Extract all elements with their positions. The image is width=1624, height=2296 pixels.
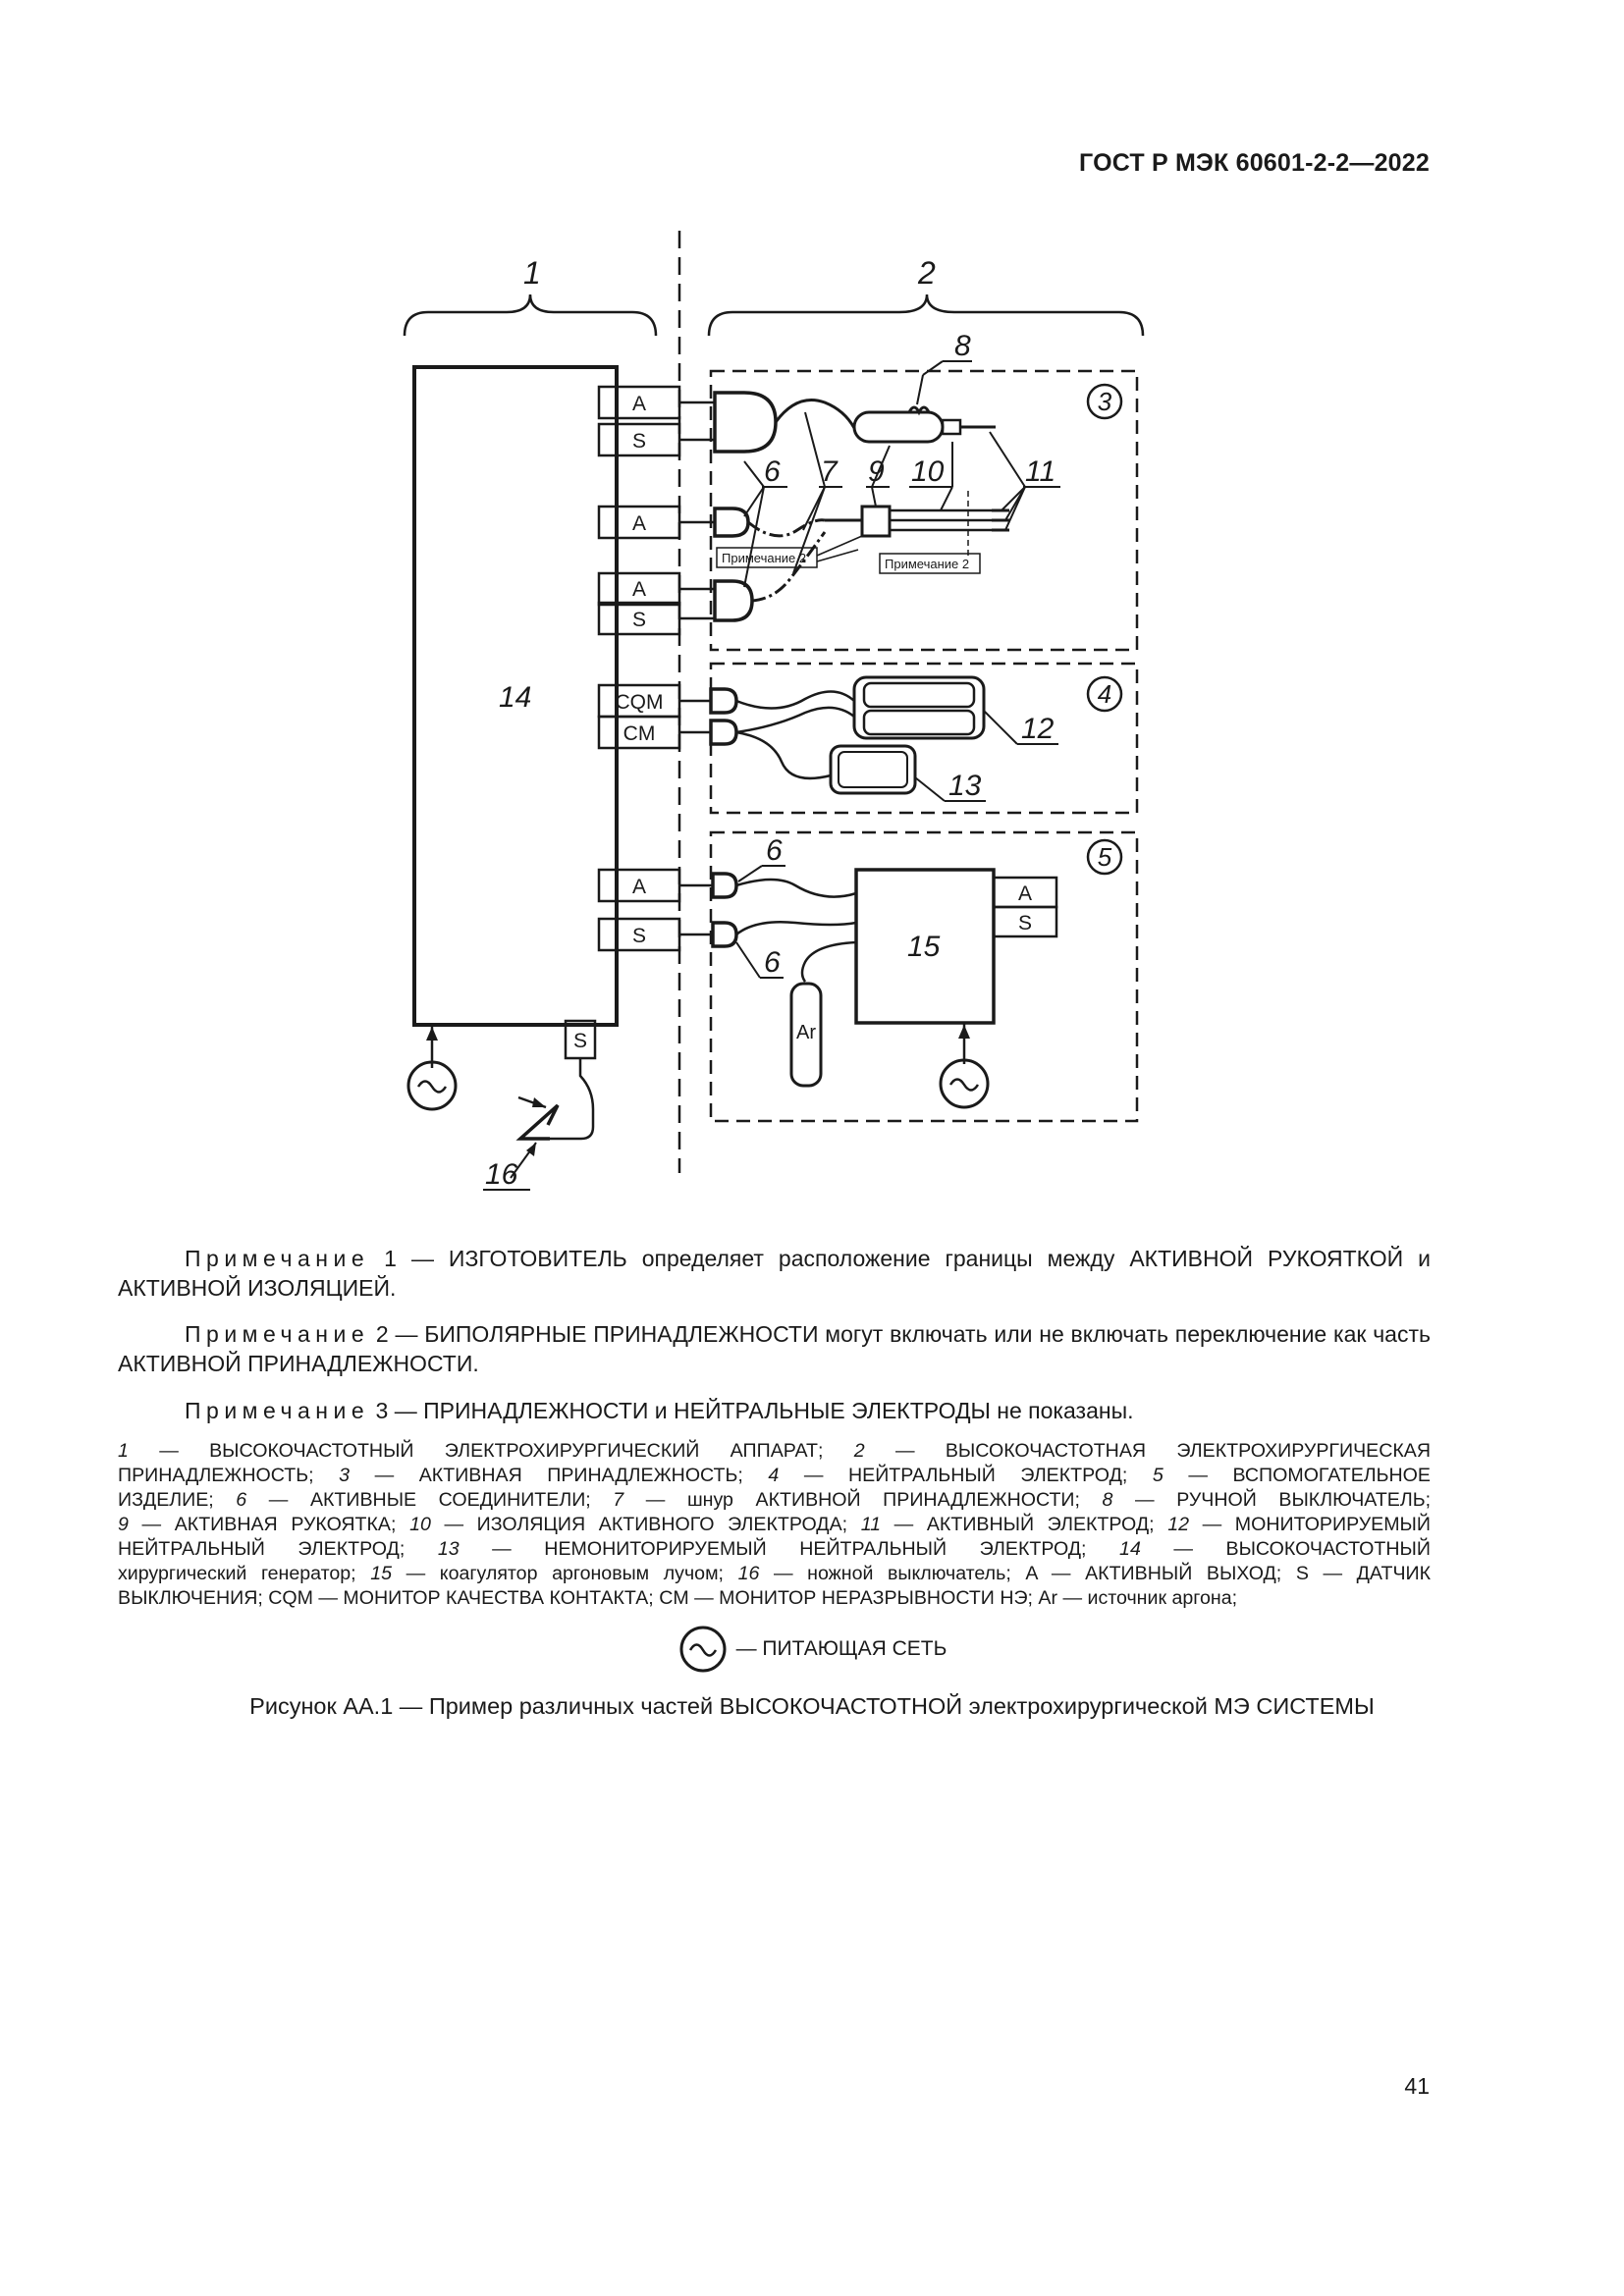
label-14: 14 (499, 681, 532, 714)
coagulator-a: A (1017, 882, 1033, 905)
page-number: 41 (1404, 2073, 1430, 2099)
label-11: 11 (1025, 455, 1056, 488)
mains-icon (677, 1624, 729, 1675)
connector-a-2: A (631, 512, 647, 535)
legend-line: НЕЙТРАЛЬНЫЙ ЭЛЕКТРОД; 13 — НЕМОНИТОРИРУЕМЫЙ НЕЙТРАЛЬНЫЙ ЭЛЕКТРОД; 14 — ВЫСОКОЧАСТОТНЫЙ (118, 1538, 1431, 1560)
label-6a: 6 (764, 455, 781, 488)
plug-monopolar (715, 508, 748, 536)
label-7: 7 (821, 455, 838, 488)
brace-2 (709, 294, 1143, 336)
nonmonitored-neutral-electrode (831, 746, 915, 793)
argon-label: Ar (796, 1022, 816, 1043)
label-16: 16 (485, 1158, 518, 1191)
note-3: Примечание 3 — ПРИНАДЛЕЖНОСТИ и НЕЙТРАЛЬНЫЕ ЭЛЕКТРОДЫ не показаны. (185, 1398, 1134, 1423)
mains-legend (0, 1624, 1624, 1681)
connector-a-1: A (631, 393, 647, 415)
legend-line: 9 — АКТИВНАЯ РУКОЯТКА; 10 — ИЗОЛЯЦИЯ АКТИВНОГО ЭЛЕКТРОДА; 11 — АКТИВНЫЙ ЭЛЕКТРОД; 12 — МОНИТОРИРУЕМЫЙ (118, 1514, 1431, 1535)
connector-s-foot: S (572, 1030, 588, 1052)
note2-box-right: Примечание 2 (885, 557, 970, 571)
connector-cm: CM (623, 722, 656, 745)
label-group-1: 1 (523, 255, 541, 291)
figure-caption: Рисунок АА.1 — Пример различных частей ВЫСОКОЧАСТОТНОЙ электрохирургической МЭ СИСТЕМЫ (249, 1693, 1375, 1719)
note-2: Примечание 2 — БИПОЛЯРНЫЕ ПРИНАДЛЕЖНОСТИ могут включать или не включать переключение как часть АКТИВНОЙ ПРИНАДЛЕЖНОСТИ. (118, 1321, 1431, 1376)
circled-5: 5 (1097, 842, 1112, 872)
legend-line: ПРИНАДЛЕЖНОСТЬ; 3 — АКТИВНАЯ ПРИНАДЛЕЖНОСТЬ; 4 — НЕЙТРАЛЬНЫЙ ЭЛЕКТРОД; 5 — ВСПОМОГАТЕЛЬНОЕ (118, 1465, 1431, 1486)
label-6c: 6 (764, 946, 781, 979)
coagulator-s: S (1017, 912, 1033, 934)
circled-3: 3 (1097, 387, 1112, 416)
plug-bipolar (715, 581, 752, 620)
legend-line: ИЗДЕЛИЕ; 6 — АКТИВНЫЕ СОЕДИНИТЕЛИ; 7 — шнур АКТИВНОЙ ПРИНАДЛЕЖНОСТИ; 8 — РУЧНОЙ ВЫКЛЮЧАТЕЛЬ; (118, 1489, 1432, 1511)
legend-line: ВЫКЛЮЧЕНИЯ; CQM — МОНИТОР КАЧЕСТВА КОНТАКТА; CM — МОНИТОР НЕРАЗРЫВНОСТИ НЭ; Ar — источник аргона; (118, 1587, 1238, 1609)
label-6b: 6 (766, 834, 783, 867)
label-9: 9 (868, 455, 885, 488)
label-13: 13 (948, 770, 982, 802)
handpiece-bipolar (862, 507, 890, 536)
connector-s-1: S (631, 430, 647, 453)
connector-a-3: A (631, 578, 647, 601)
connector-s-5: S (631, 925, 647, 947)
mains-legend-text: — ПИТАЮЩАЯ СЕТЬ (735, 1637, 947, 1660)
connector-cqm: CQM (615, 691, 664, 714)
connector-a-5: A (631, 876, 647, 898)
label-10: 10 (911, 455, 945, 488)
document-header: ГОСТ Р МЭК 60601-2-2—2022 (1079, 149, 1430, 177)
label-15: 15 (907, 931, 941, 963)
note-1: Примечание 1 — ИЗГОТОВИТЕЛЬ определяет расположение границы между АКТИВНОЙ РУКОЯТКОЙ и АКТИВНОЙ ИЗОЛЯЦИЕЙ. (118, 1246, 1432, 1301)
label-group-2: 2 (918, 255, 936, 291)
label-12: 12 (1021, 713, 1055, 745)
note2-box-left: Примечание 2 (722, 551, 807, 565)
plug-monopolar-handswitch (715, 393, 776, 452)
legend-line: 1 — ВЫСОКОЧАСТОТНЫЙ ЭЛЕКТРОХИРУРГИЧЕСКИЙ АППАРАТ; 2 — ВЫСОКОЧАСТОТНАЯ ЭЛЕКТРОХИРУРГИЧЕСКАЯ (118, 1440, 1431, 1462)
connector-s-3: S (631, 609, 647, 631)
handpiece (854, 412, 943, 442)
foot-switch (550, 1058, 593, 1139)
label-8: 8 (954, 330, 971, 362)
brace-1 (405, 294, 656, 336)
legend-line: хирургический генератор; 15 — коагулятор аргоновым лучом; 16 — ножной выключатель; A — АКТИВНЫЙ ВЫХОД; S — ДАТЧИК (118, 1563, 1431, 1584)
circled-4: 4 (1097, 679, 1112, 709)
